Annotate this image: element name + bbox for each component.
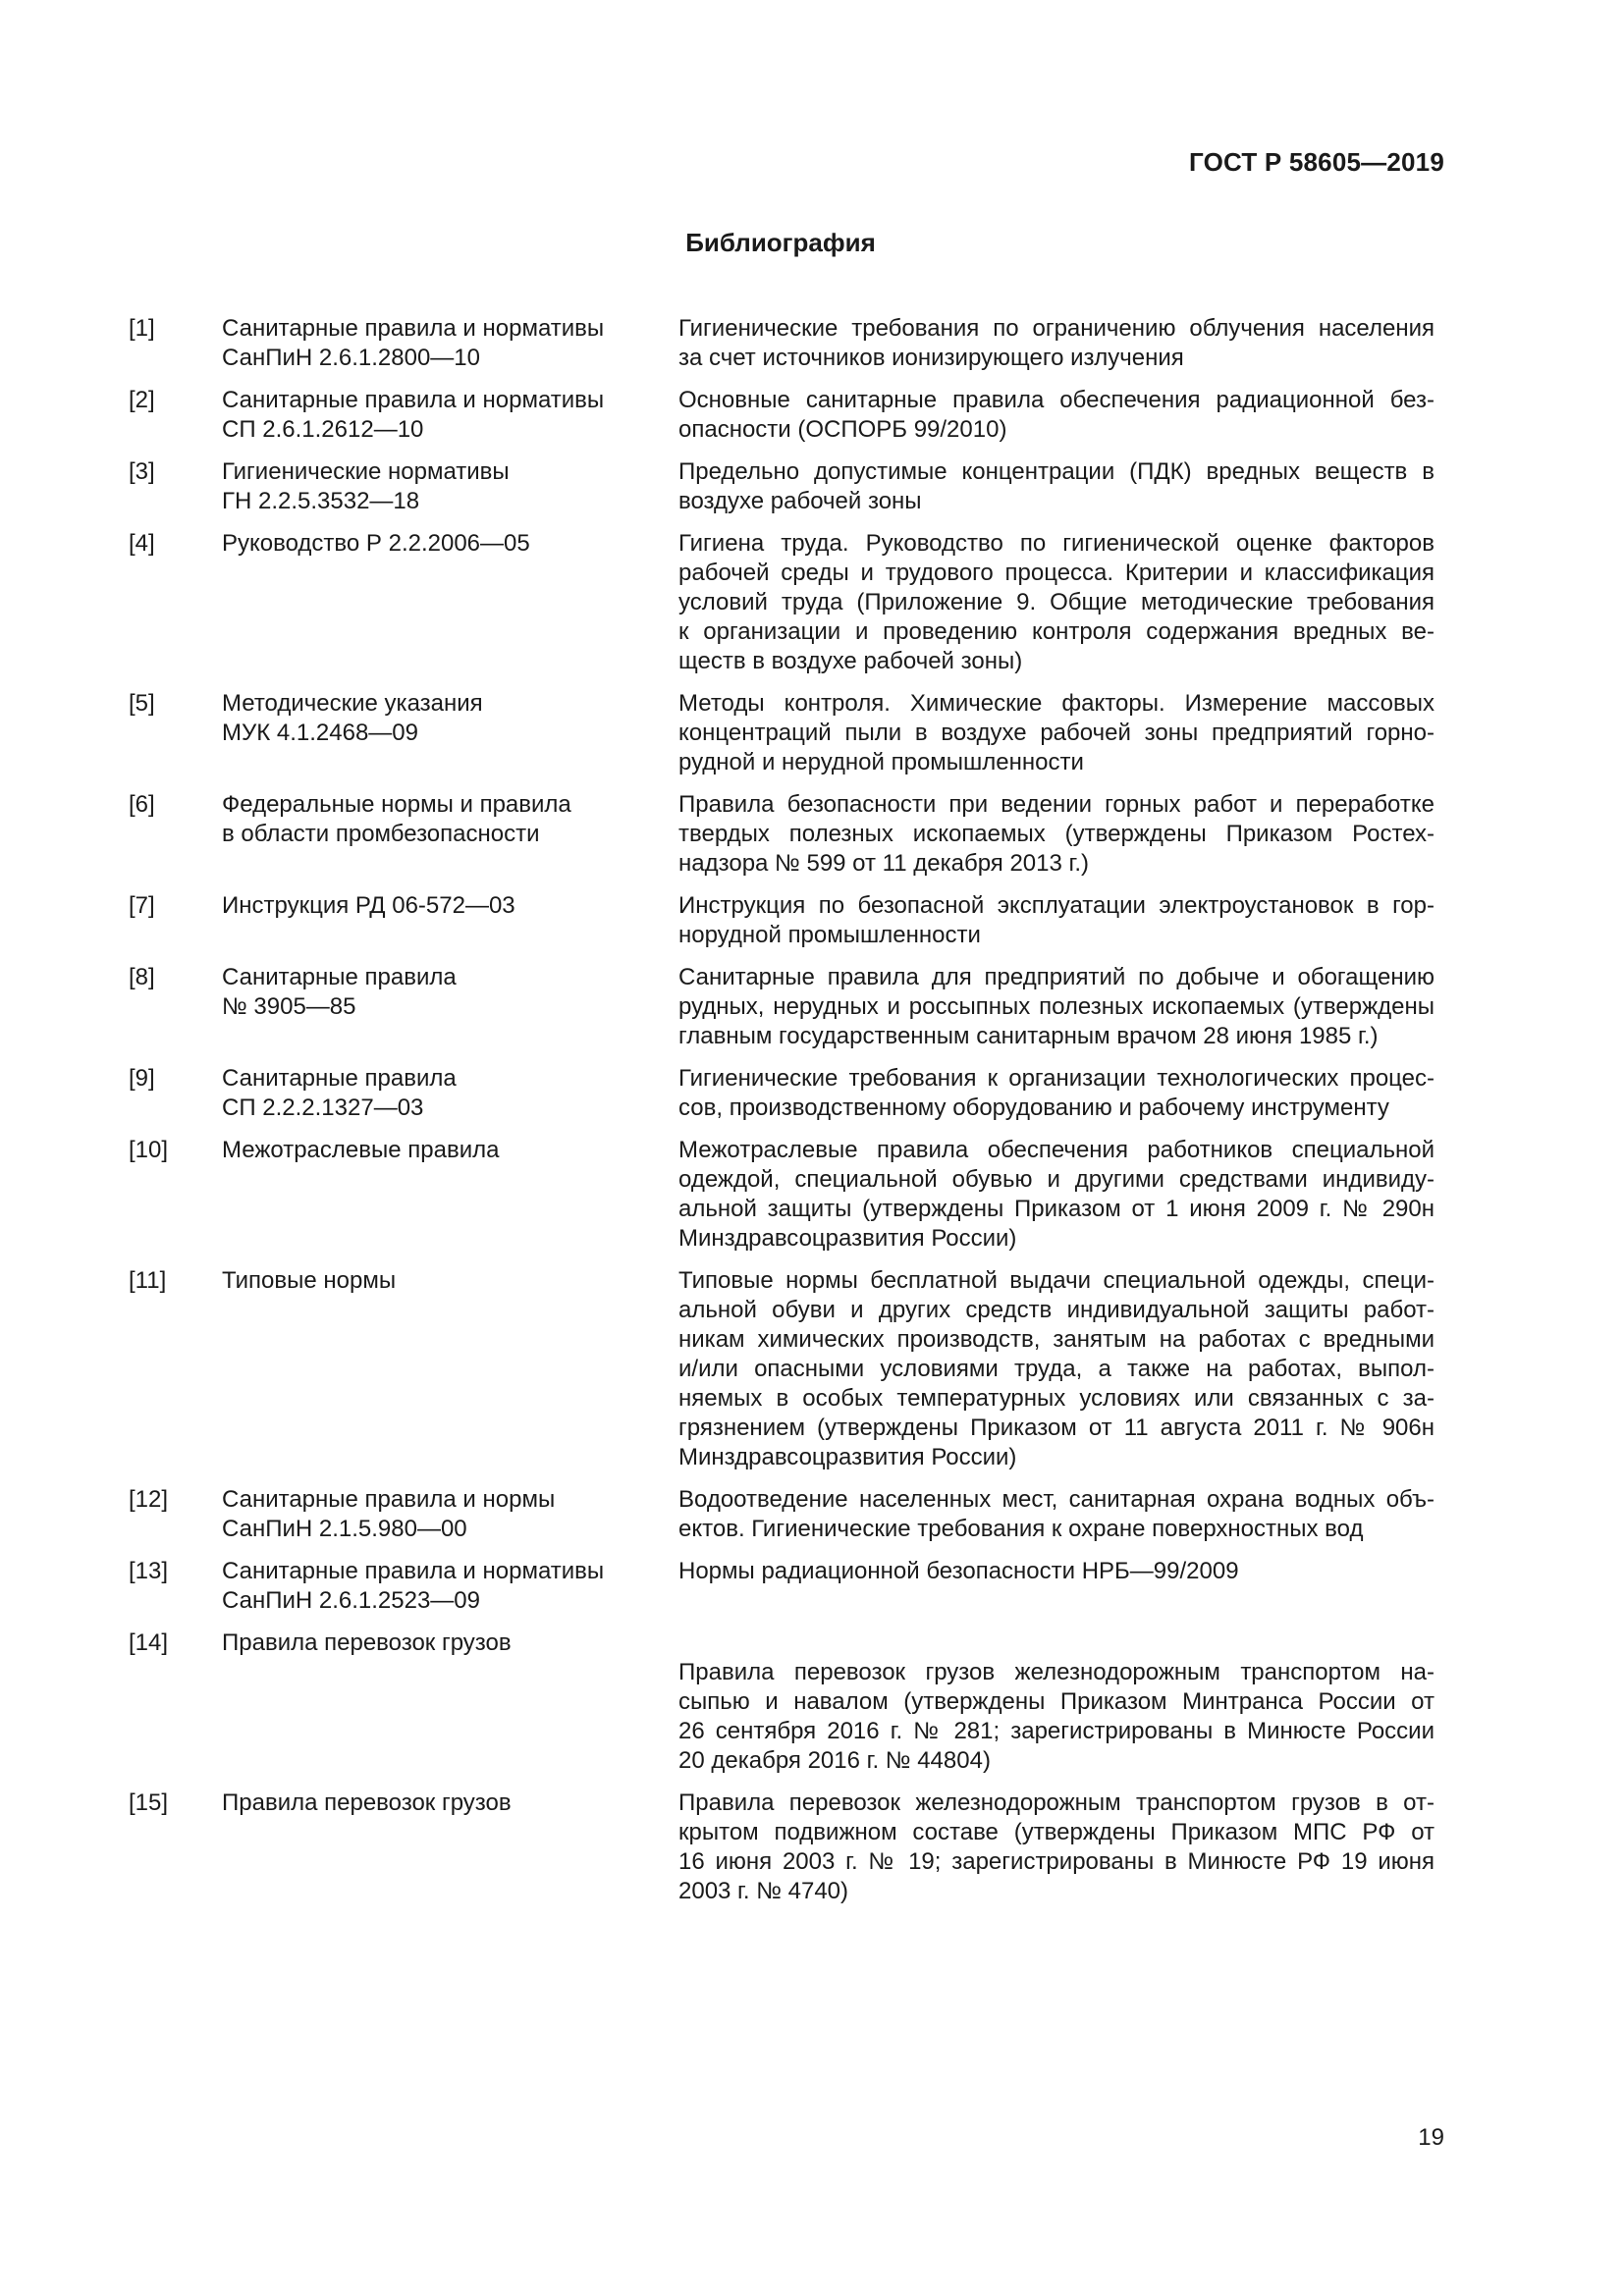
entry-description-line: рудной и нерудной промышленности	[678, 749, 1084, 775]
bibliography-entry	[129, 963, 1435, 1051]
entry-description	[678, 963, 1435, 1051]
entry-number: [3]	[129, 458, 155, 485]
entry-description	[678, 1136, 1435, 1254]
page-title: Библиография	[685, 228, 876, 257]
bibliography-entry	[129, 314, 1435, 373]
entry-description-line: Гигиена труда. Руководство по гигиенической оценке факторов	[678, 530, 1435, 557]
bibliography-entry	[129, 1629, 1435, 1776]
entry-description-line: Основные санитарные правила обеспечения радиационной без-	[678, 387, 1435, 413]
entry-number: [15]	[129, 1789, 169, 1816]
entry-description-line: концентраций пыли в воздухе рабочей зоны предприятий горно-	[678, 720, 1435, 746]
entry-source: Санитарные правила СП 2.2.2.1327—03	[222, 1065, 457, 1121]
entry-description-line: няемых в особых температурных условиях или связанных с за-	[678, 1385, 1435, 1412]
entry-description-line: никам химических производств, занятым на работах с вредными	[678, 1326, 1435, 1353]
entry-description-line: Гигиенические требования к организации технологических процес-	[678, 1065, 1435, 1092]
entry-number: [12]	[129, 1486, 169, 1513]
entry-source: Санитарные правила и нормативы СанПиН 2.6.1.2800—10	[222, 315, 605, 371]
entry-number: [8]	[129, 964, 155, 990]
entry-description-line: крытом подвижном составе (утверждены Приказом МПС РФ от	[678, 1819, 1435, 1845]
entry-description-line: и/или опасными условиями труда, а также на работах, выпол-	[678, 1356, 1435, 1382]
bibliography-entry	[129, 1266, 1435, 1472]
bibliography-entry	[129, 457, 1435, 516]
entry-description	[678, 1629, 1435, 1776]
entry-number: [2]	[129, 387, 155, 413]
page-number: 19	[1418, 2124, 1444, 2151]
entry-description	[678, 1064, 1435, 1123]
entry-source: Руководство Р 2.2.2006—05	[222, 530, 530, 557]
entry-description-line: Водоотведение населенных мест, санитарная охрана водных объ-	[678, 1486, 1435, 1513]
entry-description-line: твердых полезных ископаемых (утверждены Приказом Ростех-	[678, 821, 1435, 847]
entry-description-line: Предельно допустимые концентрации (ПДК) вредных веществ в	[678, 458, 1435, 485]
entry-description-line: воздухе рабочей зоны	[678, 488, 922, 514]
entry-description-line: Типовые нормы бесплатной выдачи специальной одежды, специ-	[678, 1267, 1435, 1294]
bibliography-entry	[129, 1557, 1435, 1616]
entry-source: Санитарные правила и нормы СанПиН 2.1.5.980—00	[222, 1486, 556, 1542]
entry-description-line: Гигиенические требования по ограничению облучения населения	[678, 315, 1435, 342]
entry-description-line: Правила безопасности при ведении горных работ и переработке	[678, 791, 1435, 818]
entry-number: [9]	[129, 1065, 155, 1092]
bibliography-entry	[129, 1136, 1435, 1254]
entry-description-line: норудной промышленности	[678, 922, 981, 948]
entry-source: Типовые нормы	[222, 1267, 397, 1294]
entry-description-line	[678, 1629, 1435, 1658]
bibliography-entry	[129, 891, 1435, 950]
entry-description-line: Санитарные правила для предприятий по добыче и обогащению	[678, 964, 1435, 990]
bibliography-list	[129, 314, 1435, 1919]
entry-source: Инструкция РД 06-572—03	[222, 892, 515, 919]
entry-description-line: главным государственным санитарным врачом 28 июня 1985 г.)	[678, 1023, 1379, 1049]
document-code: ГОСТ Р 58605—2019	[1189, 147, 1444, 177]
entry-description-line: Инструкция по безопасной эксплуатации электроустановок в гор-	[678, 892, 1435, 919]
entry-description	[678, 1557, 1435, 1616]
bibliography-entry	[129, 1789, 1435, 1906]
entry-description	[678, 314, 1435, 373]
entry-source: Санитарные правила № 3905—85	[222, 964, 457, 1020]
entry-description-line: Минздравсоцразвития России)	[678, 1225, 1017, 1252]
entry-description	[678, 891, 1435, 950]
entry-number: [7]	[129, 892, 155, 919]
entry-description-line: альной защиты (утверждены Приказом от 1 июня 2009 г. № 290н	[678, 1196, 1435, 1222]
entry-description-line: 2003 г. № 4740)	[678, 1878, 849, 1904]
entry-number: [1]	[129, 315, 155, 342]
entry-description-line: рудных, нерудных и россыпных полезных ископаемых (утверждены	[678, 993, 1435, 1020]
entry-number: [14]	[129, 1629, 169, 1656]
bibliography-entry	[129, 1064, 1435, 1123]
entry-description	[678, 386, 1435, 445]
entry-number: [5]	[129, 690, 155, 717]
entry-description-line: альной обуви и других средств индивидуальной защиты работ-	[678, 1297, 1435, 1323]
entry-source: Межотраслевые правила	[222, 1137, 500, 1163]
entry-number: [4]	[129, 530, 155, 557]
entry-description-line: ществ в воздухе рабочей зоны)	[678, 648, 1023, 674]
bibliography-entry	[129, 529, 1435, 676]
bibliography-entry	[129, 689, 1435, 777]
entry-description-line: грязнением (утверждены Приказом от 11 августа 2011 г. № 906н	[678, 1415, 1435, 1441]
entry-description-line: опасности (ОСПОРБ 99/2010)	[678, 416, 1007, 443]
entry-description	[678, 1485, 1435, 1544]
entry-description-line: Межотраслевые правила обеспечения работников специальной	[678, 1137, 1435, 1163]
entry-description-line: к организации и проведению контроля содержания вредных ве-	[678, 618, 1435, 645]
entry-description-line: за счет источников ионизирующего излучения	[678, 345, 1184, 371]
entry-description-line: 16 июня 2003 г. № 19; зарегистрированы в Минюсте РФ 19 июня	[678, 1848, 1435, 1875]
entry-description-line: сыпью и навалом (утверждены Приказом Минтранса России от	[678, 1688, 1435, 1715]
entry-source: Санитарные правила и нормативы СП 2.6.1.2612—10	[222, 387, 605, 443]
entry-description	[678, 529, 1435, 676]
entry-source: Санитарные правила и нормативы СанПиН 2.6.1.2523—09	[222, 1558, 605, 1614]
entry-source: Правила перевозок грузов	[222, 1629, 512, 1656]
entry-description	[678, 1789, 1435, 1906]
entry-description	[678, 1266, 1435, 1472]
entry-number: [13]	[129, 1558, 169, 1584]
entry-number: [6]	[129, 791, 155, 818]
entry-number: [10]	[129, 1137, 169, 1163]
entry-source: Гигиенические нормативы ГН 2.2.5.3532—18	[222, 458, 510, 514]
bibliography-entry	[129, 1485, 1435, 1544]
bibliography-entry	[129, 386, 1435, 445]
entry-description	[678, 790, 1435, 879]
entry-description-line: ектов. Гигиенические требования к охране поверхностных вод	[678, 1516, 1364, 1542]
entry-description-line: Правила перевозок грузов железнодорожным транспортом на-	[678, 1659, 1435, 1685]
entry-description-line: Правила перевозок железнодорожным транспортом грузов в от-	[678, 1789, 1435, 1816]
entry-description-line: Минздравсоцразвития России)	[678, 1444, 1017, 1470]
entry-description-line: условий труда (Приложение 9. Общие методические требования	[678, 589, 1435, 615]
entry-source: Правила перевозок грузов	[222, 1789, 512, 1816]
entry-number: [11]	[129, 1267, 167, 1294]
entry-description	[678, 457, 1435, 516]
entry-description-line: рабочей среды и трудового процесса. Критерии и классификация	[678, 560, 1435, 586]
entry-description	[678, 689, 1435, 777]
entry-description-line: 20 декабря 2016 г. № 44804)	[678, 1747, 991, 1774]
entry-source: Федеральные нормы и правила в области промбезопасности	[222, 791, 571, 847]
bibliography-entry	[129, 790, 1435, 879]
entry-description-line: одеждой, специальной обувью и другими средствами индивиду-	[678, 1166, 1435, 1193]
entry-description-line: надзора № 599 от 11 декабря 2013 г.)	[678, 850, 1089, 877]
entry-description-line: Нормы радиационной безопасности НРБ—99/2009	[678, 1558, 1239, 1584]
entry-description-line: Методы контроля. Химические факторы. Измерение массовых	[678, 690, 1435, 717]
entry-description-line: 26 сентября 2016 г. № 281; зарегистрированы в Минюсте России	[678, 1718, 1435, 1744]
entry-source: Методические указания МУК 4.1.2468—09	[222, 690, 483, 746]
entry-description-line: сов, производственному оборудованию и рабочему инструменту	[678, 1095, 1389, 1121]
